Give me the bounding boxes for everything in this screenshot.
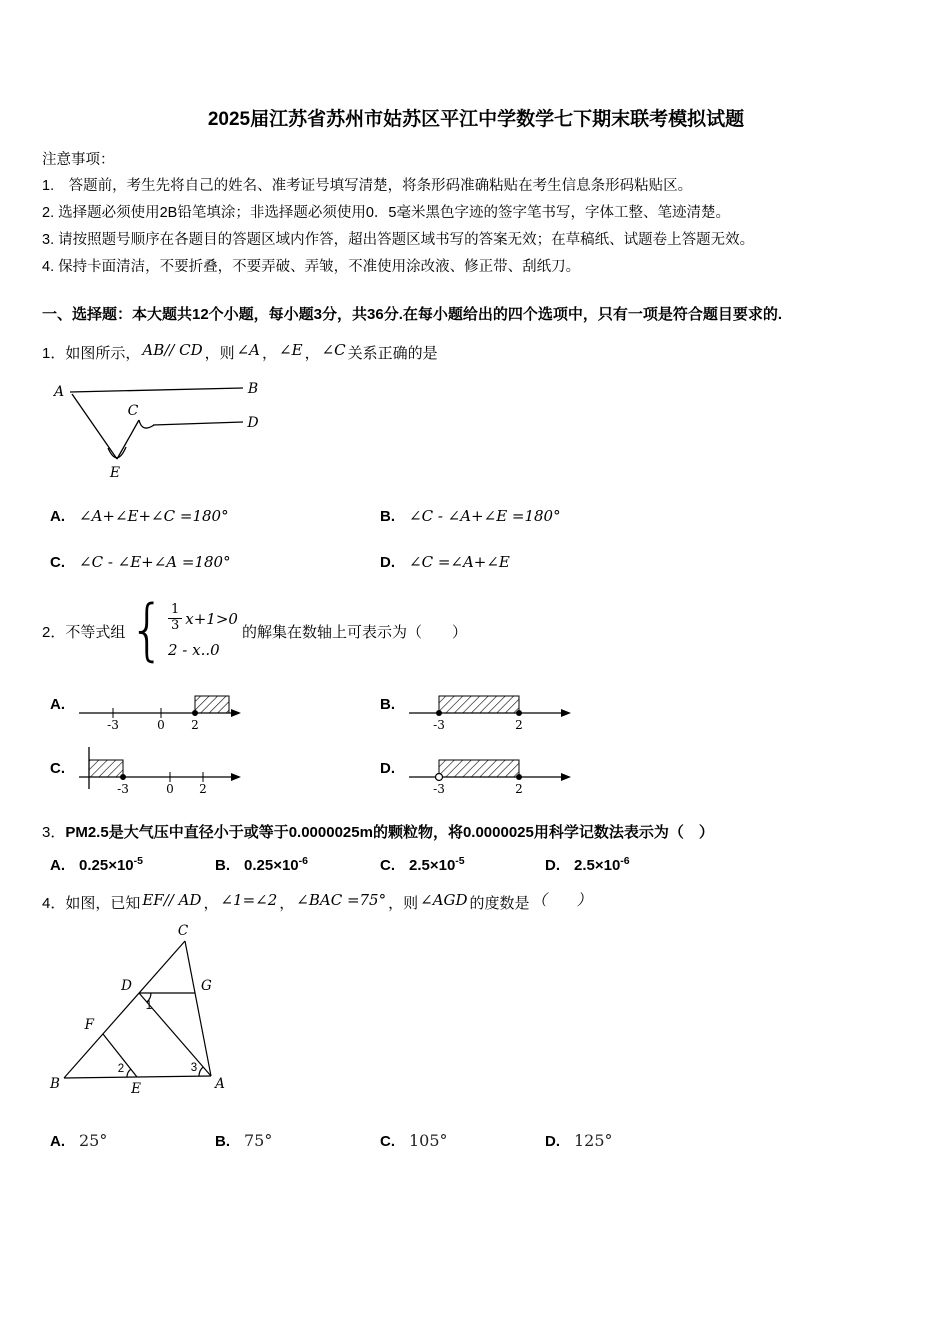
fraction-denominator: 3 [171,618,180,633]
question-4-text-2: ，则 [388,895,419,912]
question-1-options [50,507,910,571]
option-d-label: D. [380,554,395,571]
axis-arrow [561,709,571,717]
system-line-1 [168,603,238,634]
figure1-label-e: E [109,465,121,481]
figure1-label-d: D [247,415,259,431]
solution-band [439,696,519,713]
question-1-option-c [50,553,380,571]
question-4-option-b [215,1131,380,1150]
tick-label: -3 [433,782,445,795]
curve-at-c [139,420,154,428]
fraction-one-third [168,603,182,634]
option-b-label: B. [380,508,395,525]
question-4-stem [42,892,910,913]
math-angle-e: ∠E [279,341,303,359]
question-4-options [50,1131,910,1150]
notice-item-4: 4. 保持卡面清洁，不要折叠，不要弄破、弄皱，不准使用涂改液、修正带、刮纸刀。 [42,259,581,275]
inequality-system [129,591,238,670]
option-d-math: ∠C =∠A+∠E [409,553,510,571]
closed-endpoint [516,774,522,780]
side-ca [185,941,211,1076]
system-line-2 [168,641,238,659]
notice-item-1: 1. 答题前，考生先将自己的姓名、准考证号填写清楚，将条形码准确粘贴在考生信息条形码粘贴区。 [42,178,693,194]
tick-label: 2 [191,718,199,731]
closed-endpoint [516,710,522,716]
open-endpoint [436,774,443,781]
question-3-option-b [215,855,380,874]
figure4-label-a: A [215,1076,225,1092]
question-3-option-d [545,855,910,874]
system-line-2-expression: 2 - x..0 [168,640,220,659]
question-3-stem [42,821,910,842]
option-c-value: 105° [409,1131,448,1150]
fraction-numerator: 1 [168,603,182,619]
question-2-option-a [50,677,380,731]
question-1-option-d [380,553,910,571]
figure4-label-g: G [201,978,212,994]
question-4-figure [44,923,304,1105]
question-1-text-2: ，则 [204,345,235,362]
number-line-a [75,677,245,731]
option-a-label: A. [50,857,65,874]
figure4-label-d: D [121,978,132,994]
side-bc [64,941,185,1078]
question-1-stem [42,342,910,363]
figure4-label-b: B [50,1076,60,1092]
page-title: 2025届江苏省苏州市姑苏区平江中学数学七下期末联考模拟试题 [207,109,745,130]
question-3-number: 3． [42,824,66,841]
question-2-options [50,677,910,795]
question-3-option-a [50,855,215,874]
question-1-comma-1: ， [262,345,278,362]
line-e-c [117,420,139,459]
angle-arc-2 [127,1069,131,1077]
question-4-text-3: 的度数是 [469,895,530,912]
option-a-label: A. [50,1133,65,1150]
number-line-d [405,741,575,795]
question-2-number: 2． [42,623,66,641]
math-ab-parallel-cd: AB// CD [142,341,203,359]
axis-arrow [231,709,241,717]
figure4-label-c: C [177,923,189,939]
number-line-c [75,741,245,795]
math-angle-bac-75: ∠BAC =75° [296,891,387,909]
closed-endpoint [436,710,442,716]
question-4-number: 4． [42,895,66,912]
question-1-comma-2: ， [304,345,320,362]
math-angle-a: ∠A [236,341,261,359]
math-angle1-equals-angle2: ∠1=∠2 [220,891,278,909]
tick-label: 0 [157,718,165,731]
option-c-value: $2.5\times 10^{-5}$ [409,855,465,874]
tick-label: 2 [199,782,207,795]
tick-label: -3 [107,718,119,731]
question-2-stem [42,591,910,670]
line-a-e [72,394,117,459]
axis-arrow [231,773,241,781]
question-3-option-c [380,855,545,874]
option-c-label: C. [380,857,395,874]
figure4-label-e: E [131,1081,141,1097]
question-2-text-2: 的解集在数轴上可表示为（ ） [241,623,467,641]
figure4-angle-2: 2 [117,1063,125,1075]
angle-arc-3 [199,1067,203,1076]
question-3-options [50,855,910,874]
question-2-option-b [380,677,910,731]
solution-band [439,760,519,777]
option-d-value: 125° [574,1131,613,1150]
tick-label: 0 [166,782,174,795]
tick-label: 2 [515,782,523,795]
figure1-label-a: A [53,384,65,400]
question-2-text-1: 不等式组 [65,623,126,641]
option-a-value: 25° [79,1131,108,1150]
question-1-number: 1． [42,345,66,362]
option-b-math: ∠C - ∠A+∠E =180° [409,507,561,525]
tick-label: 2 [515,718,523,731]
side-ba [64,1076,211,1078]
option-b-label: B. [380,695,395,713]
option-a-value: $0.25\times 10^{-5}$ [79,855,143,874]
option-b-label: B. [215,857,230,874]
math-angle-agd: ∠AGD [420,891,468,909]
figure1-label-b: B [247,381,259,397]
question-4-option-d [545,1131,910,1150]
system-line-1-expression: x+1>0 [185,609,238,628]
section-1-header: 一、选择题：本大题共12个小题，每小题3分，共36分.在每小题给出的四个选项中，只有一项是符合题目要求的. [42,306,783,323]
system-brace: { [129,591,165,670]
option-d-value: $2.5\times 10^{-6}$ [574,855,630,874]
notice-header: 注意事项： [42,152,115,168]
question-4-comma-2: ， [279,895,295,912]
notice-section [42,147,910,281]
question-3-text: PM2.5是大气压中直径小于或等于0.0000025m的颗粒物，将0.0000025用科学记数法表示为（ ） [65,824,714,841]
option-c-math: ∠C - ∠E+∠A =180° [79,553,231,571]
option-d-label: D. [545,1133,560,1150]
option-b-value: $0.25\times 10^{-6}$ [244,855,308,874]
option-c-label: C. [50,759,65,777]
tick-label: -3 [433,718,445,731]
math-angle-c: ∠C [321,341,346,359]
line-cd [153,422,243,425]
axis-arrow [561,773,571,781]
option-a-math: ∠A+∠E+∠C =180° [79,507,229,525]
option-a-label: A. [50,695,65,713]
notice-item-3: 3. 请按照题号顺序在各题目的答题区域内作答，超出答题区域书写的答案无效；在草稿纸、试题卷上答题无效。 [42,232,755,248]
question-2-option-c [50,741,380,795]
figure4-angle-1: 1 [145,1000,153,1012]
answer-parentheses: （ ） [531,891,592,909]
figure1-label-c: C [127,403,139,419]
option-a-label: A. [50,508,65,525]
question-1-text-1: 如图所示， [65,345,141,362]
question-1-option-a [50,507,380,525]
notice-item-2: 2. 选择题必须使用2B铅笔填涂；非选择题必须使用0．5毫米黑色字迹的签字笔书写，字体工整、笔迹清楚。 [42,205,730,221]
solution-band [195,696,229,713]
system-rows [168,603,238,659]
figure4-label-f: F [84,1017,94,1033]
option-c-label: C. [50,554,65,571]
option-b-value: 75° [244,1131,273,1150]
solution-band [89,760,123,777]
question-1-option-b [380,507,910,525]
option-d-label: D. [545,857,560,874]
figure4-angle-3: 3 [190,1062,198,1074]
tick-label: -3 [117,782,129,795]
question-1-figure [46,375,346,487]
option-d-label: D. [380,759,395,777]
option-b-label: B. [215,1133,230,1150]
number-line-b [405,677,575,731]
question-2-option-d [380,741,910,795]
question-4-option-a [50,1131,215,1150]
option-c-label: C. [380,1133,395,1150]
question-4-option-c [380,1131,545,1150]
question-4-comma-1: ， [203,895,219,912]
math-ef-parallel-ad: EF// AD [142,891,202,909]
question-1-text-3: 关系正确的是 [347,345,438,362]
closed-endpoint [120,774,126,780]
question-4-text-1: 如图，已知 [65,895,141,912]
closed-endpoint [192,710,198,716]
line-ab [70,388,243,392]
